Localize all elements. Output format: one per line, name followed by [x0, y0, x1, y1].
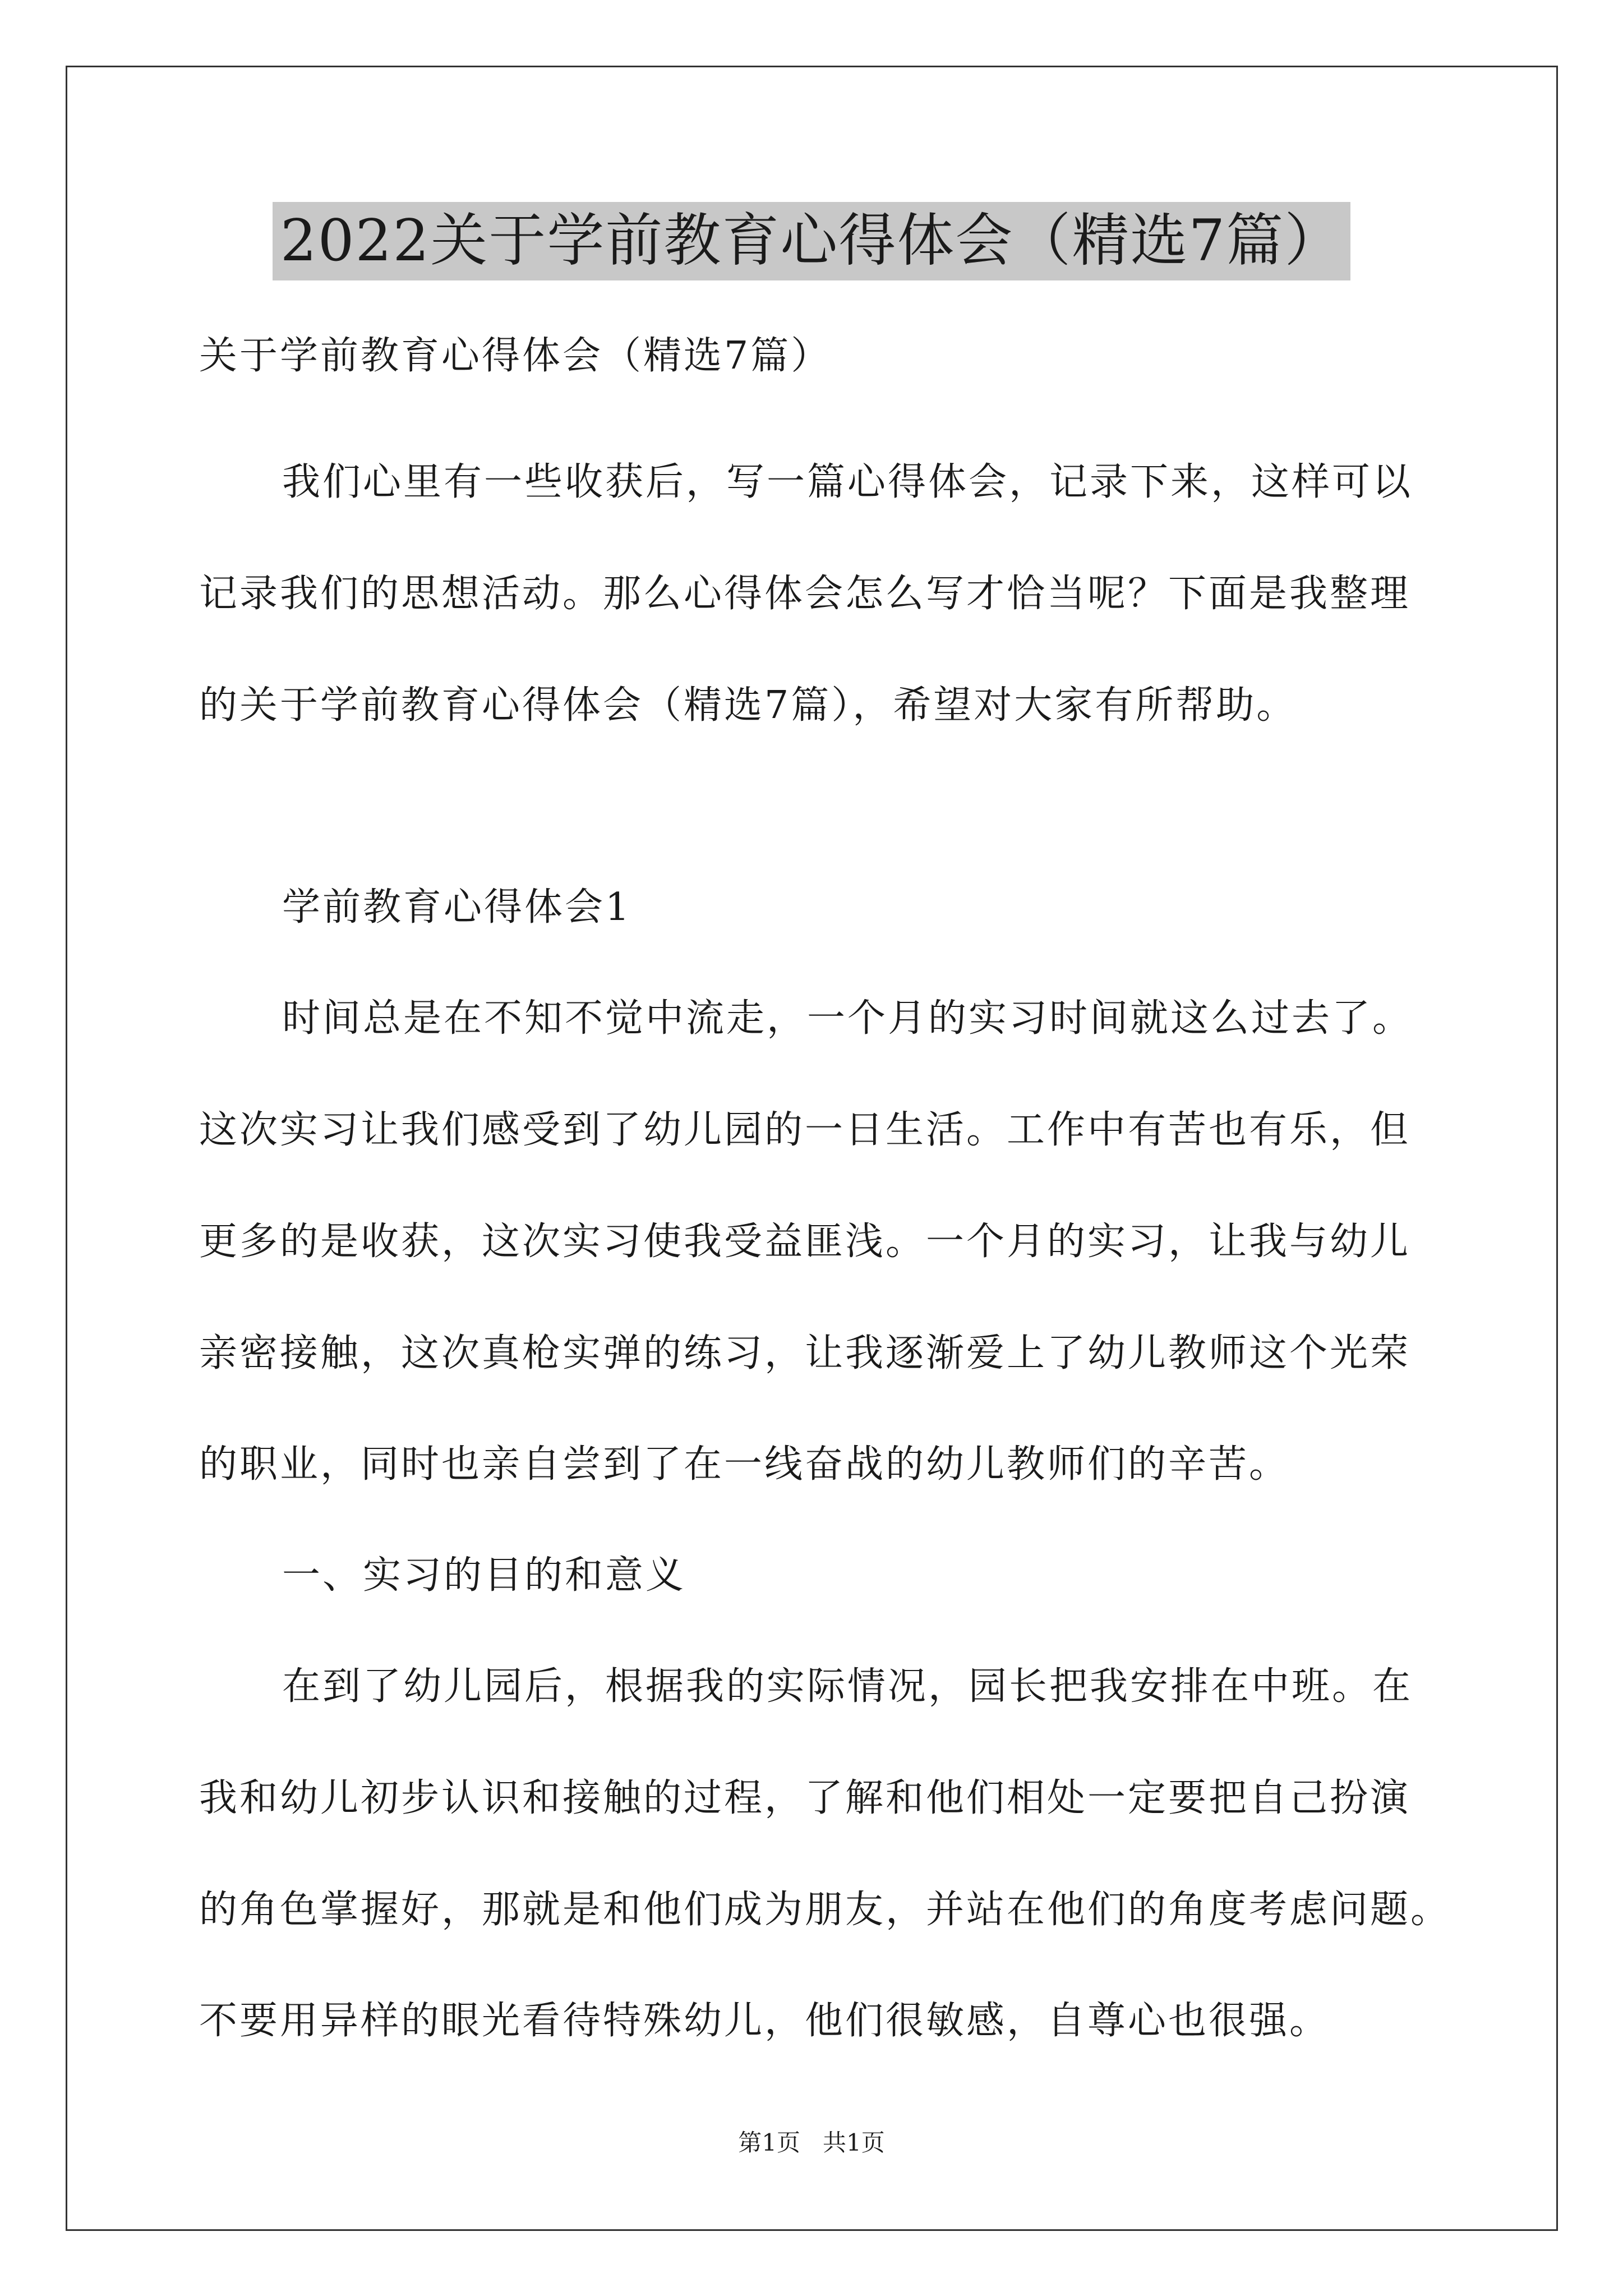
intro-line-2: 记录我们的思想活动。那么心得体会怎么写才恰当呢？下面是我整理	[199, 572, 1411, 616]
subheading: 一、实习的目的和意义	[282, 1553, 686, 1598]
para1-line-2: 这次实习让我们感受到了幼儿园的一日生活。工作中有苦也有乐，但	[199, 1108, 1411, 1152]
para1-line-4: 亲密接触，这次真枪实弹的练习，让我逐渐爱上了幼儿教师这个光荣	[199, 1331, 1411, 1375]
para2-line-3: 的角色掌握好，那就是和他们成为朋友，并站在他们的角度考虑问题。	[199, 1888, 1451, 1932]
section-heading: 学前教育心得体会1	[282, 885, 632, 930]
intro-line-1: 我们心里有一些收获后，写一篇心得体会，记录下来，这样可以	[282, 460, 1413, 504]
title-container	[0, 202, 1623, 280]
document-title: 2022关于学前教育心得体会（精选7篇）	[273, 202, 1350, 280]
intro-line-3: 的关于学前教育心得体会（精选7篇），希望对大家有所帮助。	[199, 683, 1297, 728]
page-footer: 第1页 共1页	[738, 2129, 885, 2156]
para1-line-5: 的职业，同时也亲自尝到了在一线奋战的幼儿教师们的辛苦。	[199, 1442, 1290, 1487]
document-subtitle: 关于学前教育心得体会（精选7篇）	[199, 334, 832, 378]
para2-line-2: 我和幼儿初步认识和接触的过程，了解和他们相处一定要把自己扮演	[199, 1776, 1411, 1820]
para1-line-3: 更多的是收获，这次实习使我受益匪浅。一个月的实习，让我与幼儿	[199, 1220, 1411, 1264]
para1-line-1: 时间总是在不知不觉中流走，一个月的实习时间就这么过去了。	[282, 996, 1413, 1041]
para2-line-1: 在到了幼儿园后，根据我的实际情况，园长把我安排在中班。在	[282, 1664, 1413, 1709]
para2-line-4: 不要用异样的眼光看待特殊幼儿，他们很敏感，自尊心也很强。	[199, 1999, 1330, 2043]
